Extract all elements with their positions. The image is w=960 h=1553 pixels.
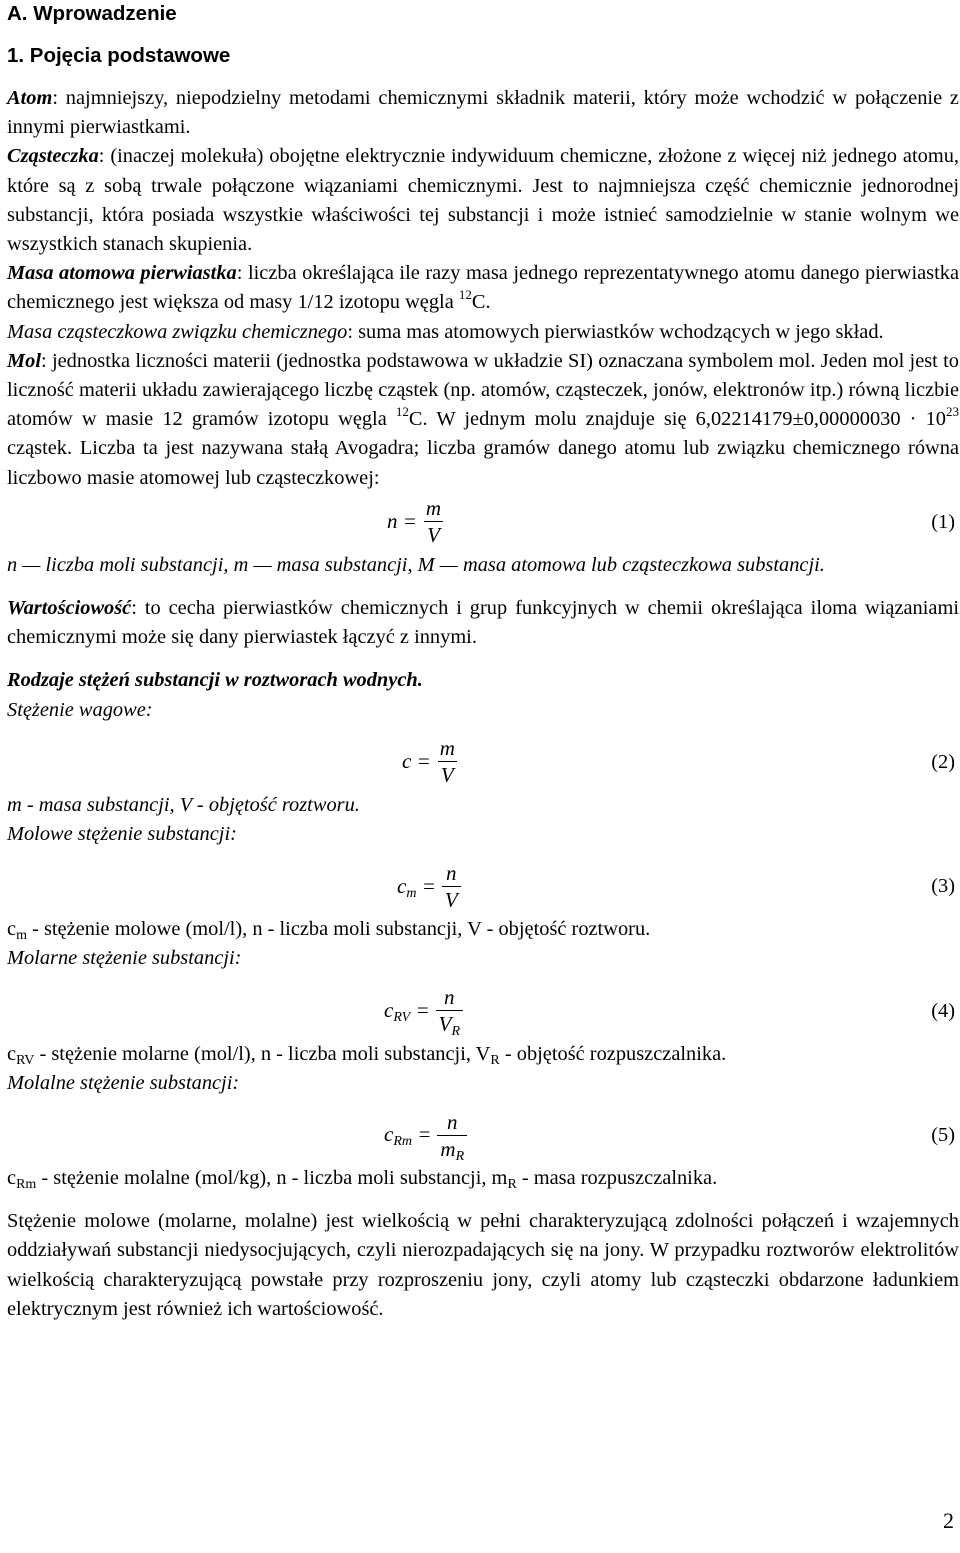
subsection-heading: 1. Pojęcia podstawowe [7,44,231,67]
atom-definition: Atom: najmniejszy, niepodzielny metodami chemicznymi składnik materii, który może wchodzić w połączenie z innymi pierwiastkami. [7,87,959,139]
atom-term: Atom [7,87,53,109]
fraction: $\frac{n}{V}$ [442,860,461,913]
equation-5-description: $c_{Rm}$ - stężenie molalne (mol/kg), n - liczba moli substancji, $m_R$ - masa rozpuszczalnika. [7,1167,718,1193]
fraction: $\frac{n}{m_R}$ [437,1109,467,1162]
molecule-term: Cząsteczka [7,145,99,168]
equation-3: $c_m$ = $\frac{n}{V}$ (3) [397,860,955,912]
equation-number: (2) [931,750,955,773]
molar-concentration-label: Molowe stężenie substancji: [7,823,237,846]
molecule-definition: Cząsteczka: (inaczej molekuła) obojętne elektrycznie indywiduum chemiczne, złożone z więcej niż jednego atomu, które są z sobą trwale połączone wiązaniami chemicznymi. Jest to najmniejsza część chemicznie jednorodnej substancji, która posiada wszystkie właściwości tej substancji i może istnieć samodzielnie w stanie wolnym we wszystkich stanach skupienia. [7,145,959,256]
mol-term: Mol [7,349,41,372]
equation-5: $c_{Rm}$ = $\frac{n}{m_R}$ (5) [384,1109,955,1164]
molalne-concentration-label: Molalne stężenie substancji: [7,1071,240,1094]
molarne-concentration-label: Molarne stężenie substancji: [7,947,242,970]
molecular-mass-definition: Masa cząsteczkowa związku chemicznego: suma mas atomowych pierwiastków wchodzących w jego skład. [7,320,884,343]
fraction: $\frac{m}{V}$ [439,736,455,788]
equation-number: (5) [931,1124,955,1147]
concentration-heading: Rodzaje stężeń substancji w roztworach wodnych. [7,669,423,692]
equation-4: $c_{RV}$ = $\frac{n}{V_R}$ (4) [384,985,955,1040]
weight-concentration-label: Stężenie wagowe: [7,698,153,721]
page-number: 2 [943,1507,954,1533]
fraction: $\frac{m}{V}$ [425,496,442,548]
equation-2-description: m - masa substancji, V - objętość roztworu. [7,793,360,816]
equation-1-description: n — liczba moli substancji, m — masa substancji, M — masa atomowa lub cząsteczkowa substancji. [7,553,825,576]
fraction: $\frac{n}{V_R}$ [436,984,463,1037]
valence-definition: Wartościowość: to cecha pierwiastków chemicznych i grup funkcyjnych w chemii określająca iloma wiązaniami chemicznymi może się dany pierwiastek łączyć z innymi. [7,597,959,649]
equation-1: n = $\frac{m}{V}$ (1) [387,496,955,548]
equation-3-description: $c_m$ - stężenie molowe (mol/l), n - liczba moli substancji, V - objętość roztworu. [7,918,651,944]
mol-definition: Mol: jednostka liczności materii (jednostka podstawowa w układzie SI) oznaczana symbolem mol. Jeden mol jest to liczność materii układu zawierającego liczbę cząstek (np. atomów, cząsteczek, jonów, elektronów itp.) równą liczbie atomów w masie 12 gramów izotopu węgla $^{12}$C. W jednym molu znajduje się $6,02214179\pm 0,00000030 \cdot 10^{23}$ cząstek. Liczba ta jest nazywana stałą Avogadra; liczba gramów danego atomu lub związku chemicznego równa liczbowo masie atomowej lub cząsteczkowej: [7,349,959,489]
equation-2: c = $\frac{m}{V}$ (2) [402,736,955,788]
closing-paragraph: Stężenie molowe (molarne, molalne) jest wielkością w pełni charakteryzującą zdolności połączeń i wzajemnych oddziaływań substancji niedysocjujących, czyli nierozpadających się na jony. W przypadku roztworów elektrolitów wielkością charakteryzującą powstałe przy rozproszeniu jony, czyli atomy lub cząsteczki obdarzone ładunkiem elektrycznym jest również ich wartościowość. [7,1210,959,1320]
molecular-mass-term: Masa cząsteczkowa związku chemicznego [7,320,348,343]
equation-number: (3) [931,875,955,898]
equation-number: (4) [931,999,955,1022]
section-heading: A. Wprowadzenie [7,2,177,25]
equation-number: (1) [931,510,955,533]
valence-term: Wartościowość [7,597,132,620]
atomic-mass-term: Masa atomowa pierwiastka [7,262,237,285]
document-page [7,0,959,1324]
atomic-mass-definition: Masa atomowa pierwiastka: liczba określająca ile razy masa jednego reprezentatywnego atomu danego pierwiastka chemicznego jest większa od masy 1/12 izotopu węgla $^{12}$C. [7,262,960,314]
equation-4-description: $c_{RV}$ - stężenie molarne (mol/l), n - liczba moli substancji, $V_R$ - objętość rozpuszczalnika. [7,1042,727,1068]
